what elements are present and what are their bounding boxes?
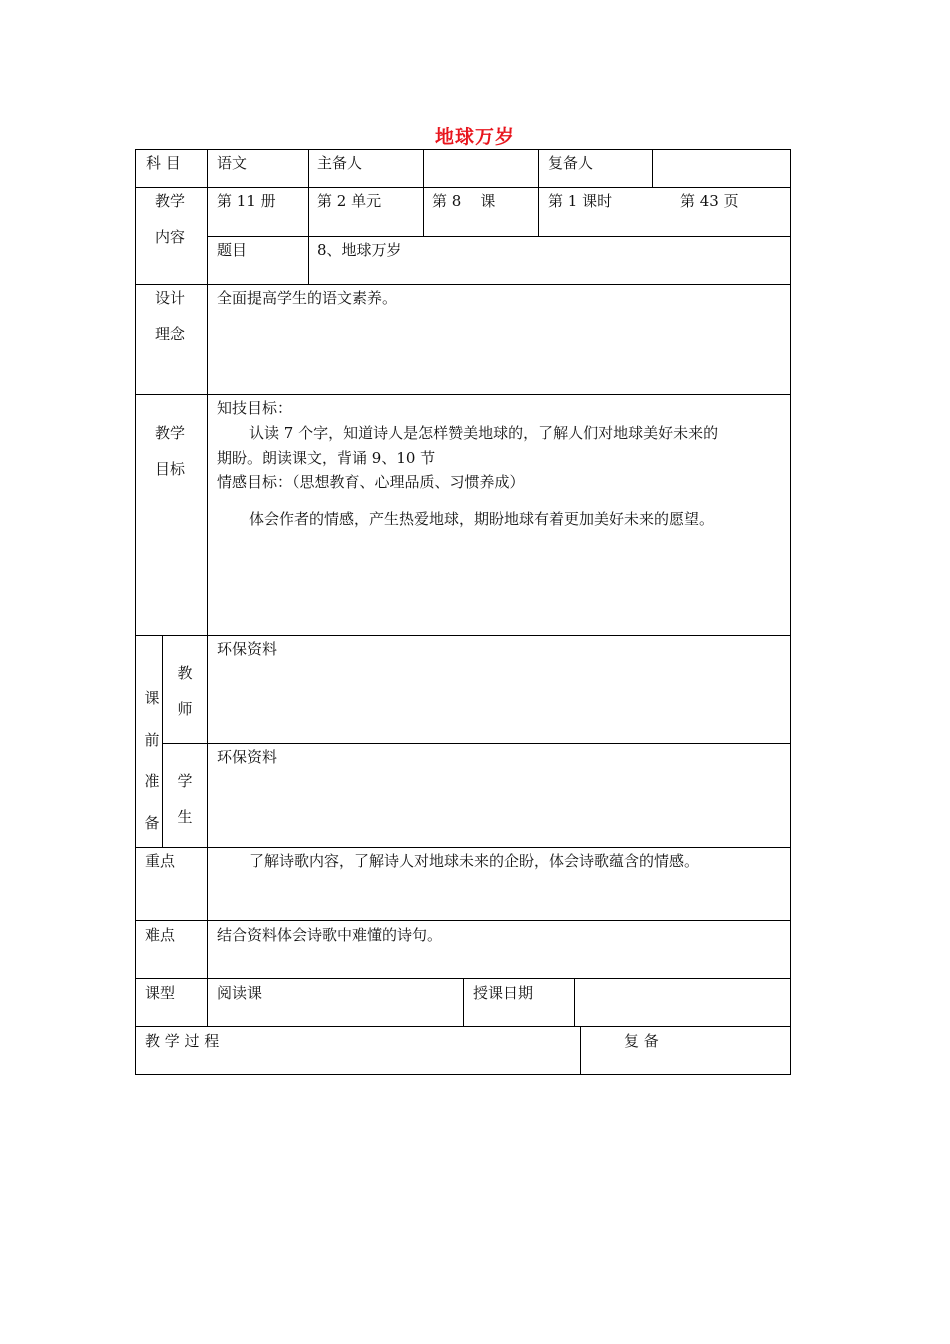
emotion-goal-text: 体会作者的情感，产生热爱地球，期盼地球有着更加美好未来的愿望。 <box>249 510 715 528</box>
design-text: 全面提高学生的语文素养。 <box>217 289 398 307</box>
prep-label-char-3: 准 <box>144 772 160 790</box>
topic-value: 8、地球万岁 <box>317 241 402 259</box>
student-label-char-1: 学 <box>177 772 193 790</box>
lead-preparer-label: 主备人 <box>317 154 363 172</box>
difficulty-text: 结合资料体会诗歌中难懂的诗句。 <box>217 926 443 944</box>
goals-label-line2: 目标 <box>155 460 186 478</box>
knowledge-goal-line2: 期盼。朗读课文，背诵 9、10 节 <box>217 449 436 467</box>
design-label-line2: 理念 <box>155 325 186 343</box>
prep-label-char-4: 备 <box>144 814 160 832</box>
teacher-label-char-2: 师 <box>177 700 193 718</box>
prep-label-char-1: 课 <box>144 689 160 707</box>
knowledge-goal-heading: 知技目标： <box>217 399 293 417</box>
teacher-prep-text: 环保资料 <box>217 640 278 658</box>
subject-value: 语文 <box>217 154 248 172</box>
page-number: 第 43 页 <box>680 192 739 210</box>
lesson-number: 第 8 课 <box>432 192 496 210</box>
lesson-type-value: 阅读课 <box>217 984 263 1002</box>
co-preparer-label: 复备人 <box>548 154 594 172</box>
content-label-line2: 内容 <box>155 228 186 246</box>
subject-label: 科 目 <box>146 154 181 172</box>
goals-label-line1: 教学 <box>155 424 186 442</box>
emotion-goal-heading: 情感目标：（思想教育、心理品质、习惯养成） <box>217 473 525 491</box>
content-label-line1: 教学 <box>155 192 186 210</box>
prep-label-char-2: 前 <box>144 731 160 749</box>
topic-label: 题目 <box>217 241 248 259</box>
student-label-char-2: 生 <box>177 808 193 826</box>
key-point-text: 了解诗歌内容，了解诗人对地球未来的企盼，体会诗歌蕴含的情感。 <box>249 852 700 870</box>
teacher-label-char-1: 教 <box>177 664 193 682</box>
review-label: 复 备 <box>624 1032 659 1050</box>
key-point-label: 重点 <box>145 852 176 870</box>
teaching-process-label: 教 学 过 程 <box>145 1032 220 1050</box>
class-period: 第 1 课时 <box>548 192 613 210</box>
lesson-type-label: 课型 <box>145 984 176 1002</box>
document-title: 地球万岁 <box>434 126 515 148</box>
teaching-date-label: 授课日期 <box>473 984 534 1002</box>
design-label-line1: 设计 <box>155 289 186 307</box>
volume: 第 11 册 <box>217 192 276 210</box>
unit: 第 2 单元 <box>317 192 382 210</box>
student-prep-text: 环保资料 <box>217 748 278 766</box>
knowledge-goal-line1: 认读 7 个字，知道诗人是怎样赞美地球的，了解人们对地球美好未来的 <box>249 424 719 442</box>
difficulty-label: 难点 <box>145 926 176 944</box>
